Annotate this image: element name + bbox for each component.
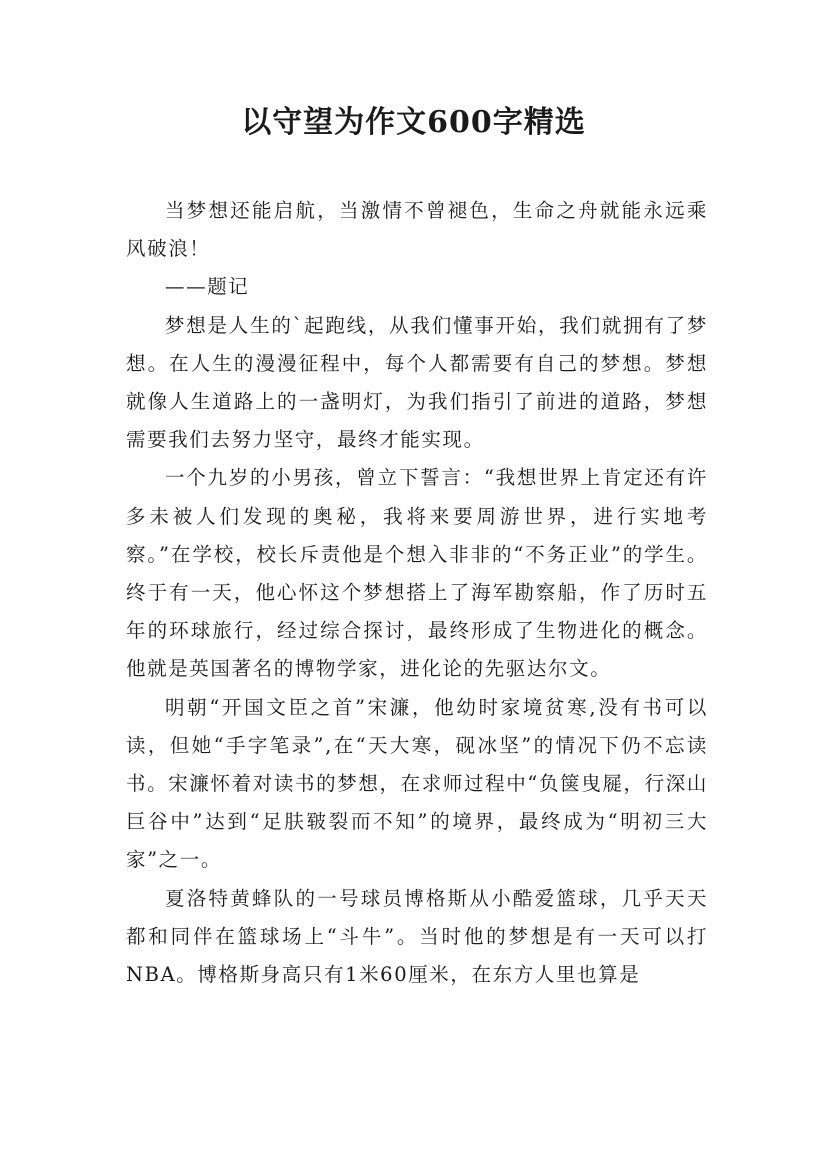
paragraph-song-lian: 明朝“开国文臣之首”宋濂，他幼时家境贫寒,没有书可以读，但她“手字笔录”,在“天大寒，砚冰坚”的情况下仍不忘读书。宋濂怀着对读书的梦想，在求师过程中“负箧曳屣，行深山巨谷中”达到“足肤皲裂而不知”的境界，最终成为“明初三大家”之一。 — [126, 695, 708, 872]
paragraph-darwin: 一个九岁的小男孩，曾立下誓言：“我想世界上肯定还有许多未被人们发现的奥秘，我将来要周游世界，进行实地考察。”在学校，校长斥责他是个想入非非的“不务正业”的学生。终于有一天，他心怀这个梦想搭上了海军勘察船，作了历时五年的环球旅行，经过综合探讨，最终形成了生物进化的概念。他就是英国著名的博物学家，进化论的先驱达尔文。 — [126, 466, 708, 681]
paragraph-epigraph: 当梦想还能启航，当激情不曾褪色，生命之舟就能永远乘风破浪！ — [126, 199, 708, 261]
paragraph-intro: 梦想是人生的`起跑线，从我们懂事开始，我们就拥有了梦想。在人生的漫漫征程中，每个人都需要有自己的梦想。梦想就像人生道路上的一盏明灯，为我们指引了前进的道路，梦想需要我们去努力坚守，最终才能实现。 — [126, 313, 708, 452]
paragraph-bogues: 夏洛特黄蜂队的一号球员博格斯从小酷爱篮球，几乎天天都和同伴在篮球场上“斗牛”。当时他的梦想是有一天可以打NBA。博格斯身高只有1米60厘米，在东方人里也算是 — [126, 886, 708, 987]
document-body — [126, 192, 708, 994]
document-title: 以守望为作文600字精选 — [241, 105, 586, 140]
paragraph-epigraph-attribution: ——题记 — [165, 275, 250, 299]
